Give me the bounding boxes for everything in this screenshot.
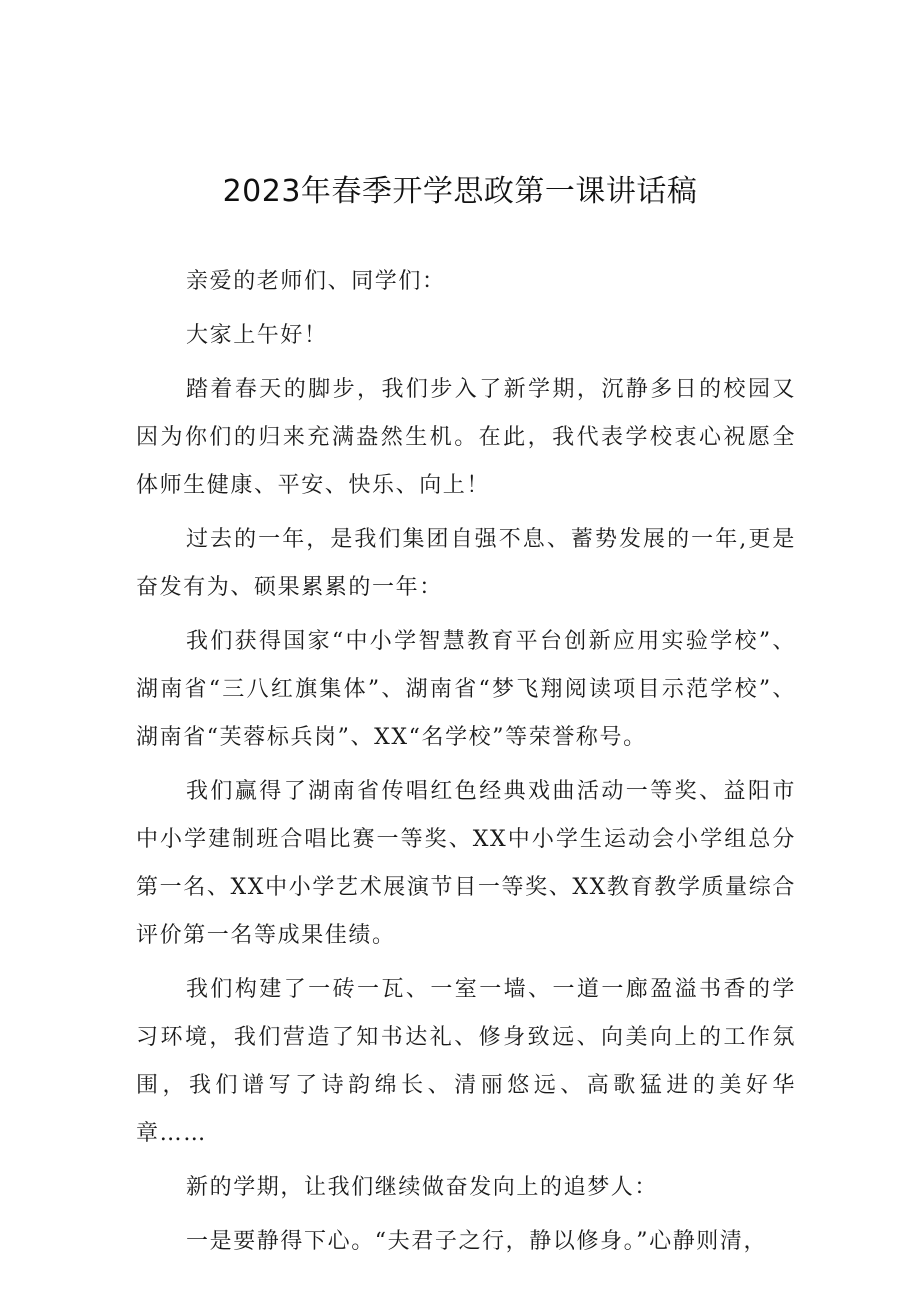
paragraph-environment: 我们构建了一砖一瓦、一室一墙、一道一廊盈溢书香的学习环境，我们营造了知书达礼、修身致远、向美向上的工作氛围，我们谱写了诗韵绵长、清丽悠远、高歌猛进的美好华章……	[136, 977, 796, 1146]
document-body	[136, 258, 796, 1272]
paragraph-awards: 我们赢得了湖南省传唱红色经典戏曲活动一等奖、益阳市中小学建制班合唱比赛一等奖、XX中小学生运动会小学组总分第一名、XX中小学艺术展演节目一等奖、XX教育教学质量综合评价第一名等成果佳绩。	[136, 779, 796, 948]
paragraph-new-semester: 踏着春天的脚步，我们步入了新学期，沉静多日的校园又因为你们的归来充满盎然生机。在此，我代表学校衷心祝愿全体师生健康、平安、快乐、向上！	[136, 377, 796, 498]
paragraph-calm-mind: 一是要静得下心。“夫君子之行，静以修身。”心静则清，	[186, 1229, 768, 1254]
paragraph-greeting: 亲爱的老师们、同学们：	[186, 269, 446, 294]
paragraph-past-year: 过去的一年，是我们集团自强不息、蓄势发展的一年,更是奋发有为、硕果累累的一年：	[136, 527, 796, 600]
document-title: 2023年春季开学思政第一课讲话稿	[222, 174, 698, 209]
paragraph-honors: 我们获得国家“中小学智慧教育平台创新应用实验学校”、湖南省“三八红旗集体”、湖南省“梦飞翔阅读项目示范学校”、湖南省“芙蓉标兵岗”、XX“名学校”等荣誉称号。	[136, 629, 796, 750]
paragraph-good-morning: 大家上午好！	[186, 323, 328, 348]
paragraph-dream-chasers: 新的学期，让我们继续做奋发向上的追梦人：	[186, 1175, 659, 1200]
